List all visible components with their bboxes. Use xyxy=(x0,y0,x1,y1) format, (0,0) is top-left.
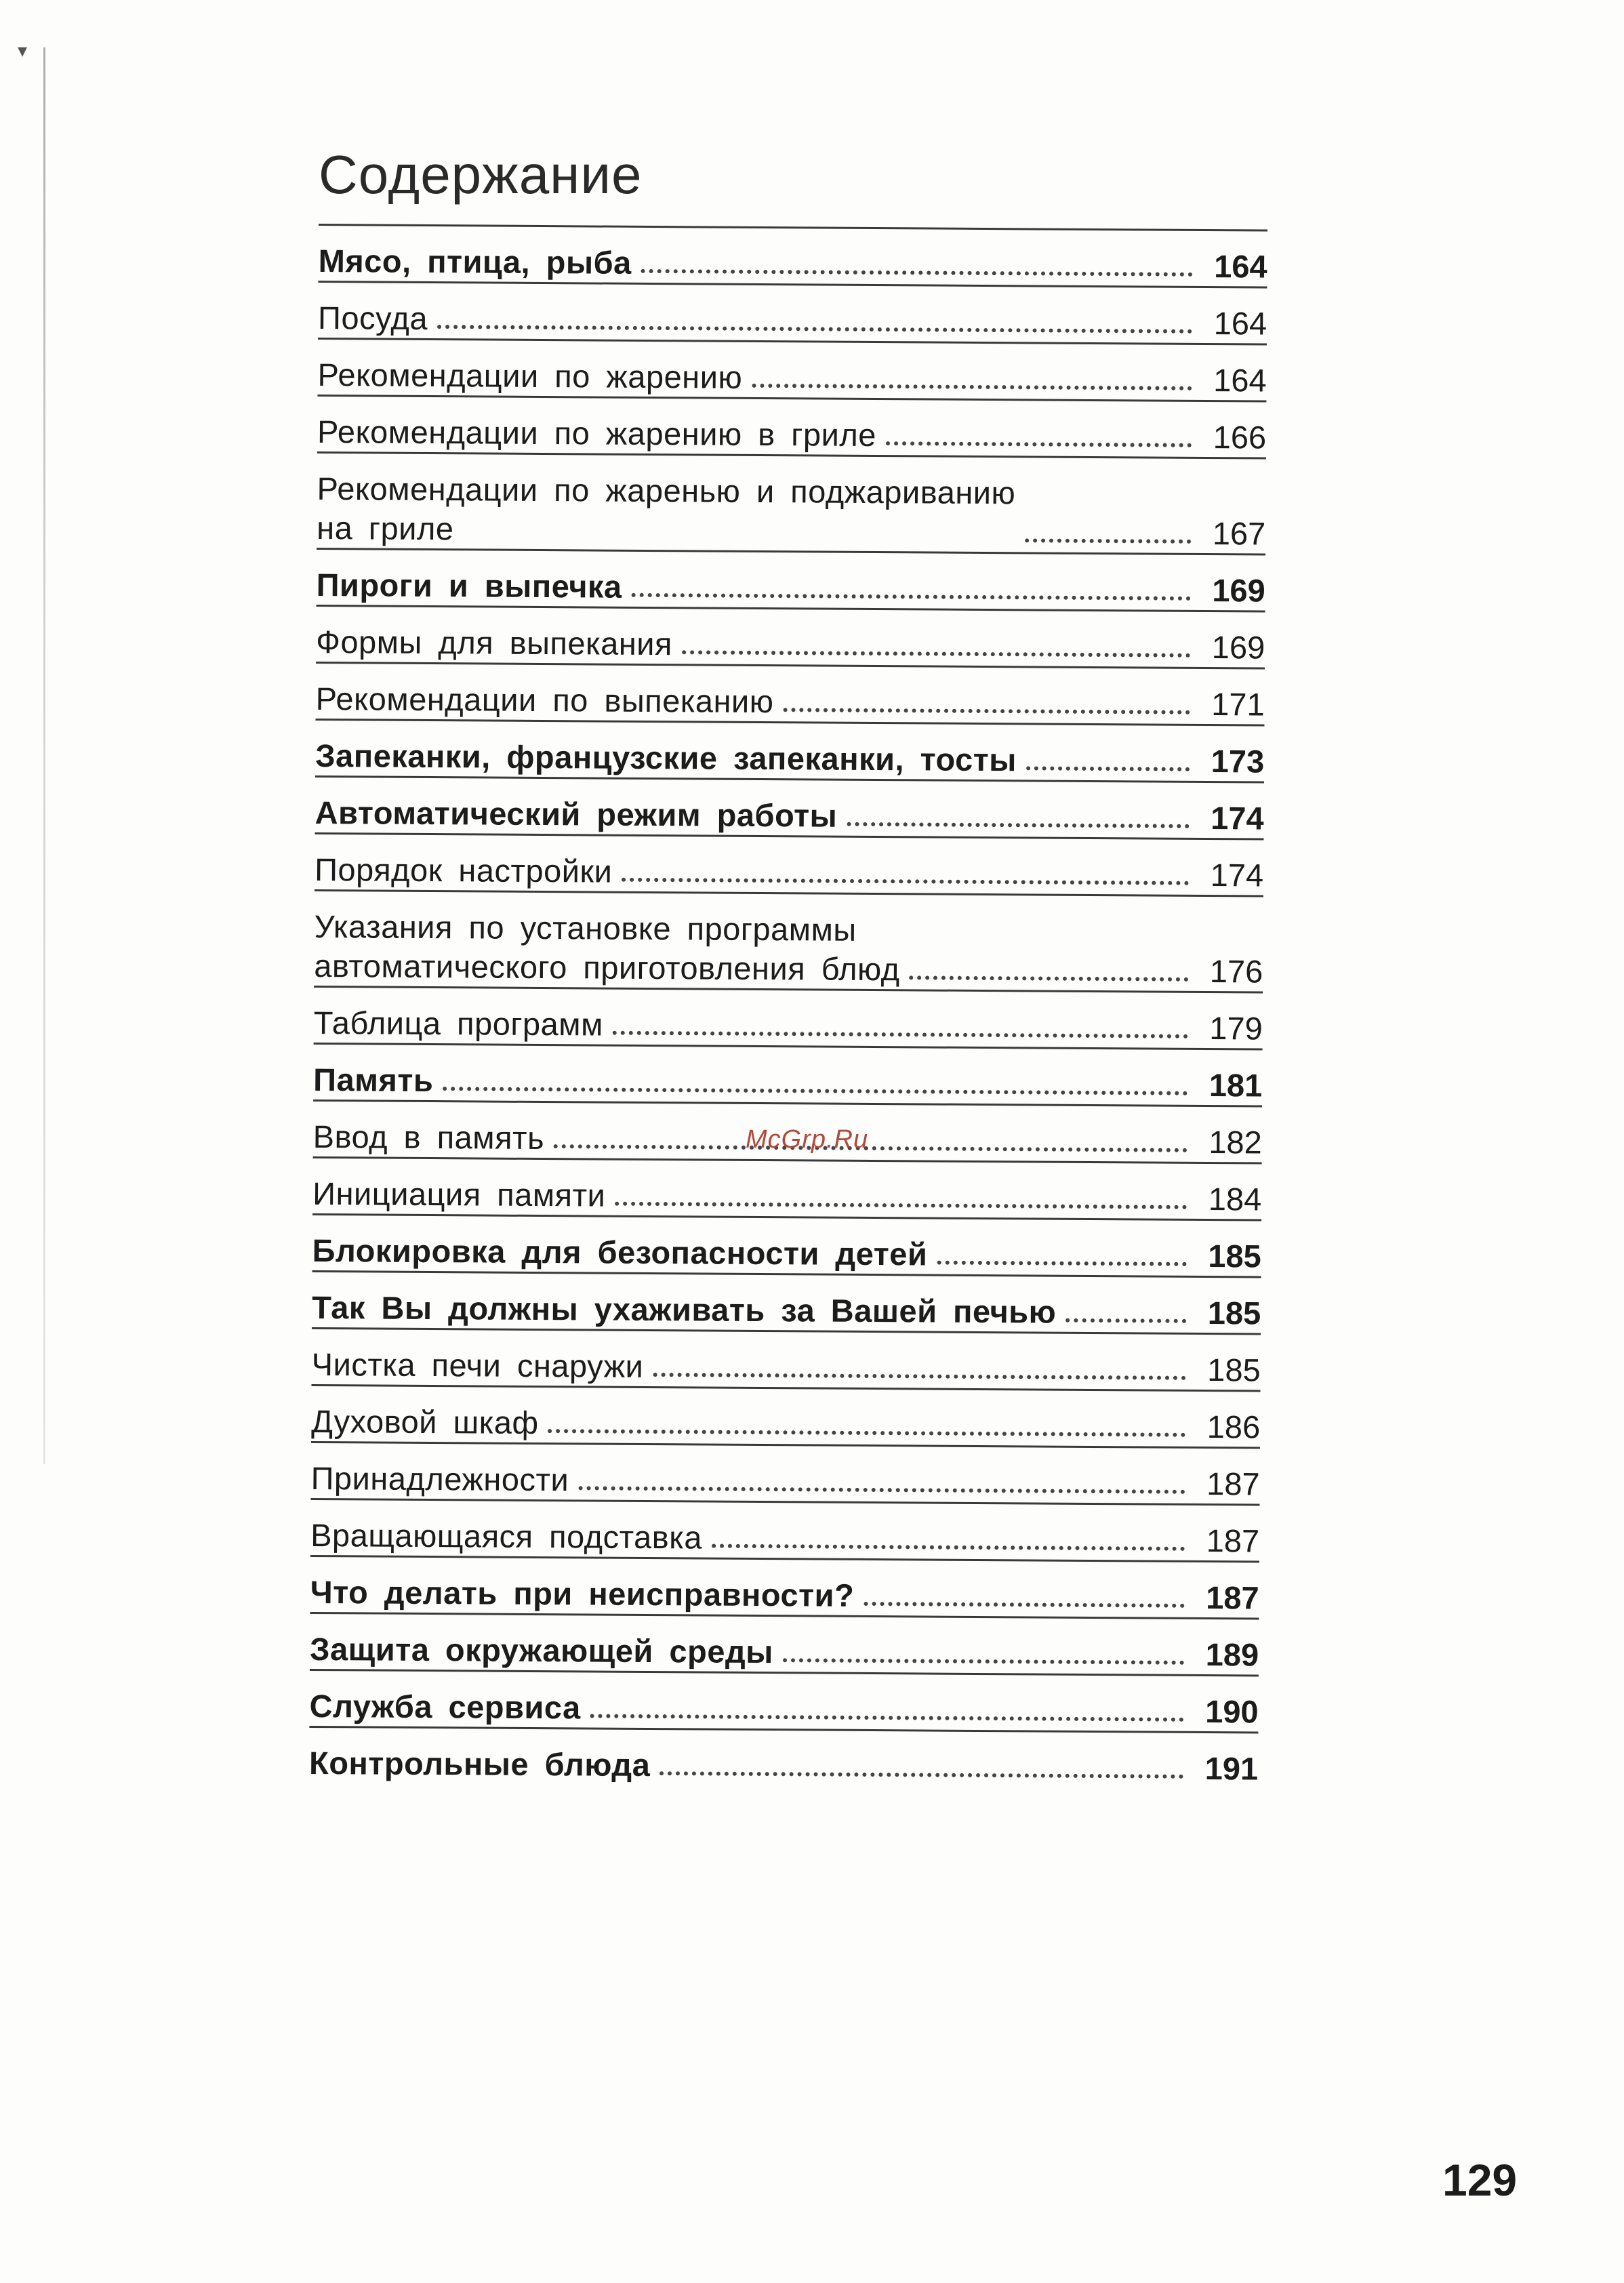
toc-entry-label: Пироги и выпечка xyxy=(316,566,622,605)
toc-dot-leader xyxy=(590,1714,1184,1721)
toc-dot-leader xyxy=(1065,1318,1186,1323)
toc-entry xyxy=(312,1327,1261,1390)
toc-entry-page: 171 xyxy=(1211,686,1265,723)
toc-entry xyxy=(310,1612,1259,1675)
toc-entry-page: 173 xyxy=(1211,743,1265,780)
toc-dot-leader xyxy=(554,1144,1187,1152)
toc-entry xyxy=(309,1726,1258,1789)
toc-dot-leader xyxy=(641,269,1193,277)
page-title: Содержание xyxy=(319,144,643,205)
toc-dot-leader xyxy=(864,1602,1184,1608)
toc-dot-leader xyxy=(682,650,1190,658)
toc-entry-page: 190 xyxy=(1205,1693,1259,1730)
scan-mark-icon: ▾ xyxy=(18,40,28,61)
toc-dot-leader xyxy=(437,325,1192,334)
toc-entry-label: Так Вы должны ухаживать за Вашей печью xyxy=(312,1289,1057,1330)
toc-entry-page: 187 xyxy=(1206,1579,1259,1616)
scan-edge-line xyxy=(43,47,45,1464)
toc-entry-page: 185 xyxy=(1207,1352,1261,1388)
toc-dot-leader xyxy=(886,441,1192,447)
toc-dot-leader xyxy=(783,1658,1184,1665)
toc-dot-leader xyxy=(659,1771,1183,1779)
toc-entry-page: 164 xyxy=(1214,248,1267,285)
toc-entry-page: 187 xyxy=(1206,1466,1260,1502)
toc-entry-page: 169 xyxy=(1212,572,1265,609)
toc-dot-leader xyxy=(937,1261,1186,1266)
toc-entry-label: Рекомендации по жарению в гриле xyxy=(317,413,877,453)
toc-dot-leader xyxy=(1025,538,1191,543)
toc-entry-page: 184 xyxy=(1208,1181,1262,1217)
toc-dot-leader xyxy=(548,1429,1186,1437)
toc-entry-label: Порядок настройки xyxy=(314,851,613,889)
toc-entry xyxy=(317,338,1266,401)
toc-dot-leader xyxy=(752,384,1192,390)
toc-entry-label: Что делать при неисправности? xyxy=(310,1573,855,1613)
toc-entry xyxy=(315,775,1264,839)
toc-dot-leader xyxy=(712,1544,1185,1551)
toc-entry xyxy=(315,719,1264,782)
toc-entry-label: Указания по установке программы автоматического приготовления блюд xyxy=(314,908,900,988)
toc-entry-page: 186 xyxy=(1206,1409,1261,1445)
toc-entry xyxy=(312,1270,1261,1333)
toc-entry-label: Инициация памяти xyxy=(312,1175,606,1213)
toc-entry-label: Рекомендации по жарению xyxy=(317,356,743,395)
toc-entry-label: Духовой шкаф xyxy=(311,1402,539,1441)
toc-entry xyxy=(312,1213,1261,1276)
toc-entry-page: 167 xyxy=(1212,515,1266,552)
toc-entry-page: 191 xyxy=(1204,1750,1259,1787)
toc-entry-page: 185 xyxy=(1207,1295,1261,1331)
toc-dot-leader xyxy=(632,593,1191,601)
toc-entry-label: Принадлежности xyxy=(310,1459,569,1498)
toc-entry-label: Формы для выпекания xyxy=(316,623,673,662)
toc-entry-label: Ввод в память xyxy=(312,1118,545,1156)
toc-entry-label: Мясо, птица, рыба xyxy=(318,242,632,281)
toc-entry-label: Чистка печи снаружи xyxy=(311,1346,644,1384)
toc-dot-leader xyxy=(615,1202,1187,1209)
toc-entry xyxy=(318,224,1267,287)
toc-entry xyxy=(310,1498,1259,1561)
toc-entry-page: 174 xyxy=(1210,857,1264,893)
toc-entry xyxy=(311,1441,1260,1504)
toc-entry xyxy=(314,832,1263,895)
toc-dot-leader xyxy=(443,1087,1187,1095)
toc-entry xyxy=(314,889,1263,992)
toc-entry-page: 174 xyxy=(1211,800,1264,836)
toc-entry xyxy=(313,1043,1262,1106)
toc-entry-label: Защита окружающей среды xyxy=(309,1630,774,1670)
toc-entry xyxy=(312,1156,1261,1219)
page-number: 129 xyxy=(1442,2155,1518,2205)
toc-entry xyxy=(317,548,1265,611)
toc-dot-leader xyxy=(1026,766,1190,771)
toc-entry xyxy=(314,986,1263,1049)
toc-entry-page: 169 xyxy=(1211,629,1265,666)
toc-entry-label: Рекомендации по выпеканию xyxy=(315,680,774,720)
toc-entry xyxy=(317,395,1266,458)
toc-entry-label: Контрольные блюда xyxy=(308,1744,651,1783)
toc-dot-leader xyxy=(613,1031,1188,1038)
toc-entry-page: 164 xyxy=(1213,305,1267,342)
table-of-contents xyxy=(309,224,1267,1789)
toc-entry-label: Вращающаяся подставка xyxy=(310,1516,703,1556)
toc-entry xyxy=(311,1384,1260,1447)
toc-entry xyxy=(316,662,1265,725)
toc-entry-label: Блокировка для безопасности детей xyxy=(312,1232,928,1272)
toc-entry-page: 181 xyxy=(1209,1067,1263,1104)
toc-entry xyxy=(310,1555,1259,1618)
toc-entry-page: 182 xyxy=(1209,1124,1262,1160)
toc-entry xyxy=(318,281,1267,344)
toc-entry xyxy=(317,451,1266,554)
toc-entry-label: Посуда xyxy=(317,299,428,336)
toc-entry-label: Таблица программ xyxy=(313,1004,604,1043)
toc-entry-page: 164 xyxy=(1213,362,1267,399)
toc-dot-leader xyxy=(653,1373,1185,1380)
toc-entry-label: Рекомендации по жаренью и поджариванию на гриле xyxy=(317,470,1016,547)
toc-entry-page: 189 xyxy=(1205,1636,1259,1673)
toc-entry-page: 166 xyxy=(1213,419,1267,456)
toc-entry-page: 185 xyxy=(1208,1238,1261,1274)
toc-dot-leader xyxy=(847,822,1189,828)
watermark: McGrp.Ru xyxy=(746,1125,869,1154)
toc-dot-leader xyxy=(783,708,1190,714)
toc-entry-label: Память xyxy=(313,1061,434,1099)
toc-entry-page: 187 xyxy=(1206,1522,1260,1559)
toc-entry-label: Автоматический режим работы xyxy=(314,794,838,834)
toc-dot-leader xyxy=(910,975,1189,982)
toc-entry-label: Запеканки, французские запеканки, тосты xyxy=(315,737,1017,778)
toc-entry xyxy=(316,605,1265,668)
toc-dot-leader xyxy=(578,1486,1185,1493)
toc-entry xyxy=(309,1669,1258,1732)
toc-entry-page: 179 xyxy=(1209,1010,1263,1047)
toc-dot-leader xyxy=(622,878,1189,885)
toc-entry-page: 176 xyxy=(1209,953,1263,990)
toc-entry-label: Служба сервиса xyxy=(309,1687,581,1726)
